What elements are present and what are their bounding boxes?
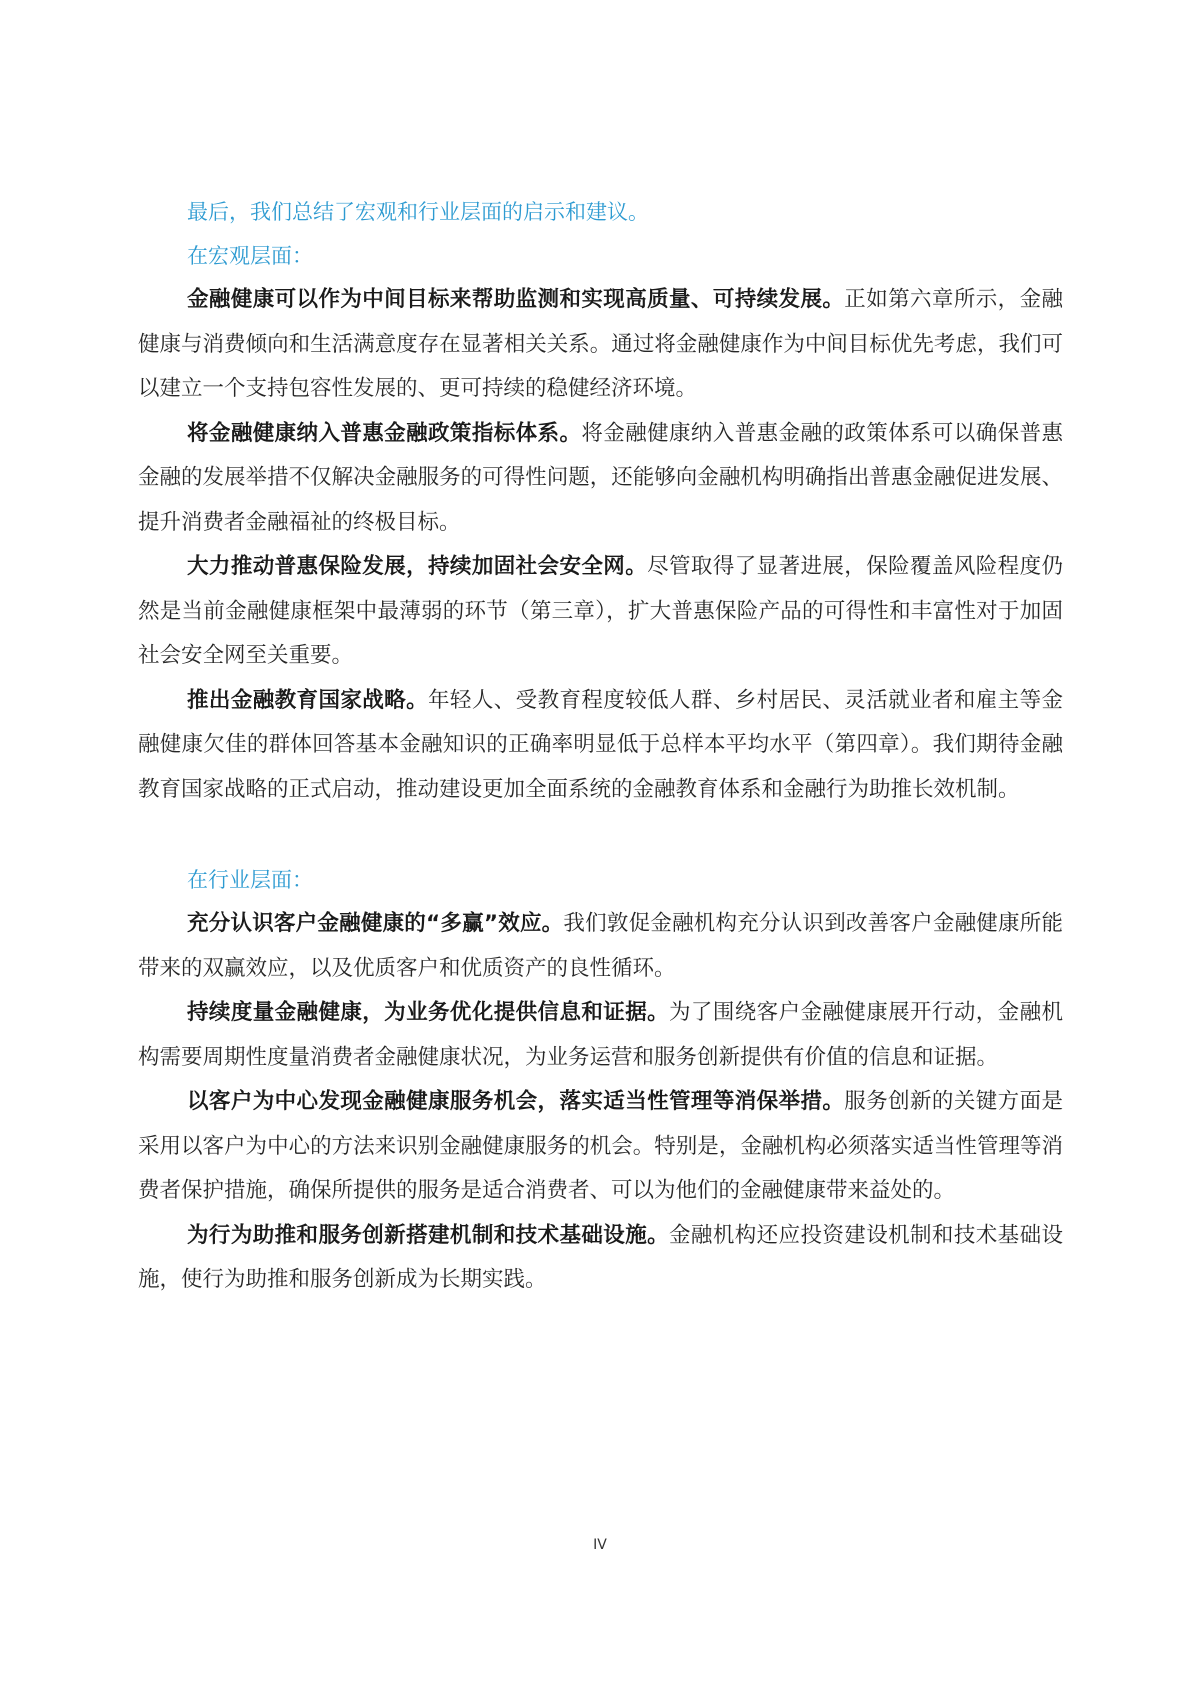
industry-heading: 在行业层面： — [187, 868, 313, 892]
industry-paragraph-3-lead: 以客户为中心发现金融健康服务机会，落实适当性管理等消保举措。 — [187, 1089, 845, 1114]
macro-paragraph-4-body: 年轻人、受教育程度较低人群、乡村居民、灵活就业者和雇主等金融健康欠佳的群体回答基本金融知识的正确率明显低于总样本平均水平（第四章）。我们期待金融教育国家战略的正式启动，推动建设更加全面系统的金融教育体系和金融行为助推长效机制。 — [138, 687, 1063, 802]
industry-paragraph-3 — [138, 1080, 1063, 1214]
industry-paragraph-2-lead: 持续度量金融健康，为业务优化提供信息和证据。 — [187, 1000, 670, 1025]
macro-paragraph-1-body: 正如第六章所示，金融健康与消费倾向和生活满意度存在显著相关关系。通过将金融健康作为中间目标优先考虑，我们可以建立一个支持包容性发展的、更可持续的稳健经济环境。 — [138, 287, 1063, 401]
macro-paragraph-4 — [138, 679, 1063, 813]
industry-paragraph-3-body: 服务创新的关键方面是采用以客户为中心的方法来识别金融健康服务的机会。特别是，金融机构必须落实适当性管理等消费者保护措施，确保所提供的服务是适合消费者、可以为他们的金融健康带来益处的。 — [138, 1089, 1063, 1203]
section-spacer — [138, 812, 1063, 858]
page-number: IV — [593, 1537, 607, 1553]
industry-paragraph-4 — [138, 1214, 1063, 1303]
macro-paragraph-2-body: 将金融健康纳入普惠金融的政策体系可以确保普惠金融的发展举措不仅解决金融服务的可得性问题，还能够向金融机构明确指出普惠金融促进发展、提升消费者金融福祉的终极目标。 — [138, 420, 1063, 535]
macro-paragraph-4-lead: 推出金融教育国家战略。 — [187, 687, 429, 713]
industry-paragraph-4-lead: 为行为助推和服务创新搭建机制和技术基础设施。 — [187, 1222, 670, 1248]
macro-heading: 在宏观层面： — [187, 244, 313, 268]
industry-paragraph-4-body: 金融机构还应投资建设机制和技术基础设施，使行为助推和服务创新成为长期实践。 — [138, 1222, 1063, 1292]
macro-paragraph-3 — [138, 545, 1063, 679]
macro-paragraph-2 — [138, 412, 1063, 546]
industry-paragraph-1-lead: 充分认识客户金融健康的“多赢”效应。 — [187, 911, 564, 936]
industry-paragraph-1-body: 我们敦促金融机构充分认识到改善客户金融健康所能带来的双赢效应，以及优质客户和优质资产的良性循环。 — [138, 911, 1063, 981]
macro-paragraph-1-lead: 金融健康可以作为中间目标来帮助监测和实现高质量、可持续发展。 — [187, 287, 845, 312]
industry-paragraph-2-body: 为了围绕客户金融健康展开行动，金融机构需要周期性度量消费者金融健康状况，为业务运营和服务创新提供有价值的信息和证据。 — [138, 1000, 1063, 1070]
macro-paragraph-1 — [138, 278, 1063, 412]
industry-paragraph-1 — [138, 902, 1063, 991]
industry-paragraph-2 — [138, 991, 1063, 1080]
macro-paragraph-3-body: 尽管取得了显著进展，保险覆盖风险程度仍然是当前金融健康框架中最薄弱的环节（第三章），扩大普惠保险产品的可得性和丰富性对于加固社会安全网至关重要。 — [138, 554, 1063, 668]
macro-paragraph-2-lead: 将金融健康纳入普惠金融政策指标体系。 — [187, 420, 582, 446]
macro-paragraph-3-lead: 大力推动普惠保险发展，持续加固社会安全网。 — [187, 554, 648, 579]
intro-line: 最后，我们总结了宏观和行业层面的启示和建议。 — [187, 200, 649, 224]
page-content — [138, 190, 1063, 1303]
